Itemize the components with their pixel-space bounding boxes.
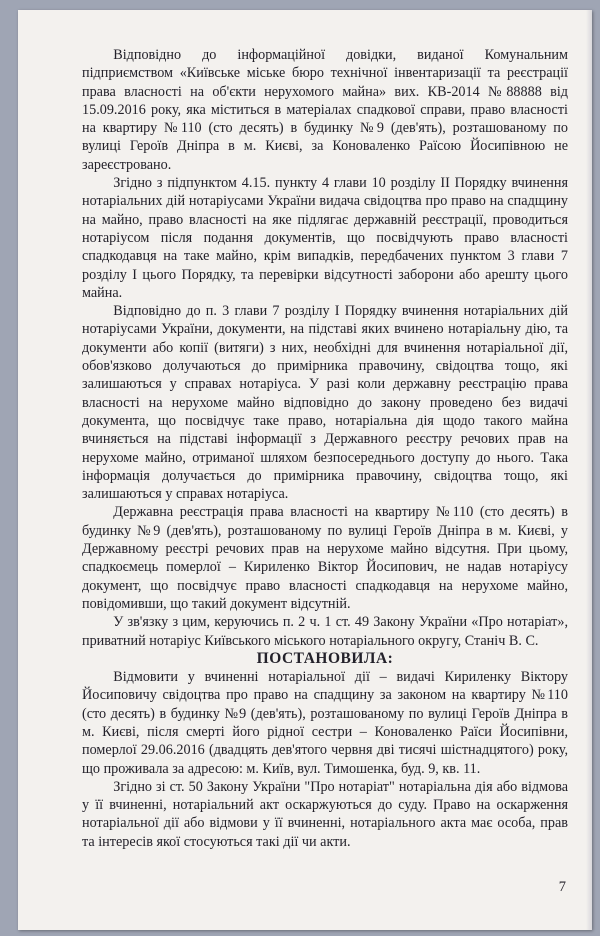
document-body — [82, 46, 568, 851]
paragraph-5: У зв'язку з цим, керуючись п. 2 ч. 1 ст. 49 Закону України «Про нотаріат», приватний нотаріус Київського міського нотаріального округу, Станіч В. С. — [82, 614, 568, 649]
paragraph-4: Державна реєстрація права власності на квартиру №110 (сто десять) в будинку №9 (дев'ять), розташованому по вулиці Героїв Дніпра в м. Києві, у Державному реєстрі речових прав на нерухоме майно відсутня. При цьому, спадкоємець померлої – Кириленко Віктор Йосипович, не надав нотаріусу документ, що посвідчує право власності спадкодавця на нерухоме майно, повідомивши, що такий документ відсутній. — [82, 504, 568, 612]
resolution-heading: ПОСТАНОВИЛА: — [256, 649, 394, 667]
paragraph-3: Відповідно до п. 3 глави 7 розділу I Порядку вчинення нотаріальних дій нотаріусами України, документи, на підставі яких вчинено нотаріальну дію, та документи або копії (витяги) з них, необхідні для вчинення нотаріальної дії, обов'язково долучаються до примірника правочину, свідоцтва тощо, які залишаються у справах нотаріуса. У разі коли державну реєстрацію права власності на нерухоме майно відповідно до закону проведено без видачі документа, що посвідчує таке право, нотаріальна дія щодо такого майна вчиняється на підставі інформації з Державного реєстру речових прав на нерухоме майно, отриманої шляхом безпосереднього доступу до нього. Така інформація долучається до примірника правочину, свідоцтва тощо, які залишаються у справах нотаріуса. — [82, 303, 568, 503]
paragraph-2: Згідно з підпунктом 4.15. пункту 4 глави 10 розділу II Порядку вчинення нотаріальних дій нотаріусами України видача свідоцтва про право на спадщину на майно, право власності на яке підлягає державній реєстрації, проводиться нотаріусом після подання документів, що посвідчують право власності спадкодавця на таке майно, крім випадків, передбачених пунктом 3 глави 7 розділу I цього Порядку, та перевірки відсутності заборони або арешту цього майна. — [82, 175, 568, 301]
paragraph-7: Згідно зі ст. 50 Закону України "Про нотаріат" нотаріальна дія або відмова у її вчиненні, нотаріальний акт оскаржуються до суду. Право на оскарження нотаріальної дії або відмови у її вчиненні, нотаріального акта має особа, прав та інтересів якої стосуються такі дії чи акти. — [82, 778, 568, 850]
paragraph-1: Відповідно до інформаційної довідки, виданої Комунальним підприємством «Київське міське бюро технічної інвентаризації та реєстрації права власності на об'єкти нерухомого майна» вих. КВ-2014 №88888 від 15.09.2016 року, яка міститься в матеріалах спадкової справи, право власності на квартиру №110 (сто десять) в будинку №9 (дев'ять), розташованому по вулиці Героїв Дніпра в м. Києві, за Коноваленко Раїсою Йосипівною не зареєстровано. — [82, 47, 568, 173]
page-edge-shadow — [586, 10, 592, 930]
document-page — [18, 10, 592, 930]
page-number: 7 — [558, 879, 566, 895]
paragraph-6: Відмовити у вчиненні нотаріальної дії – видачі Кириленку Віктору Йосиповичу свідоцтва про право на спадщину за законом на квартиру №110 (сто десять) в будинку №9 (дев'ять), розташованому по вулиці Героїв Дніпра в м. Києві, після смерті його рідної сестри – Коноваленко Раїси Йосипівни, померлої 29.06.2016 (двадцять дев'ятого червня дві тисячі шістнадцятого) року, що проживала за адресою: м. Київ, вул. Тимошенка, буд. 9, кв. 11. — [82, 669, 568, 777]
